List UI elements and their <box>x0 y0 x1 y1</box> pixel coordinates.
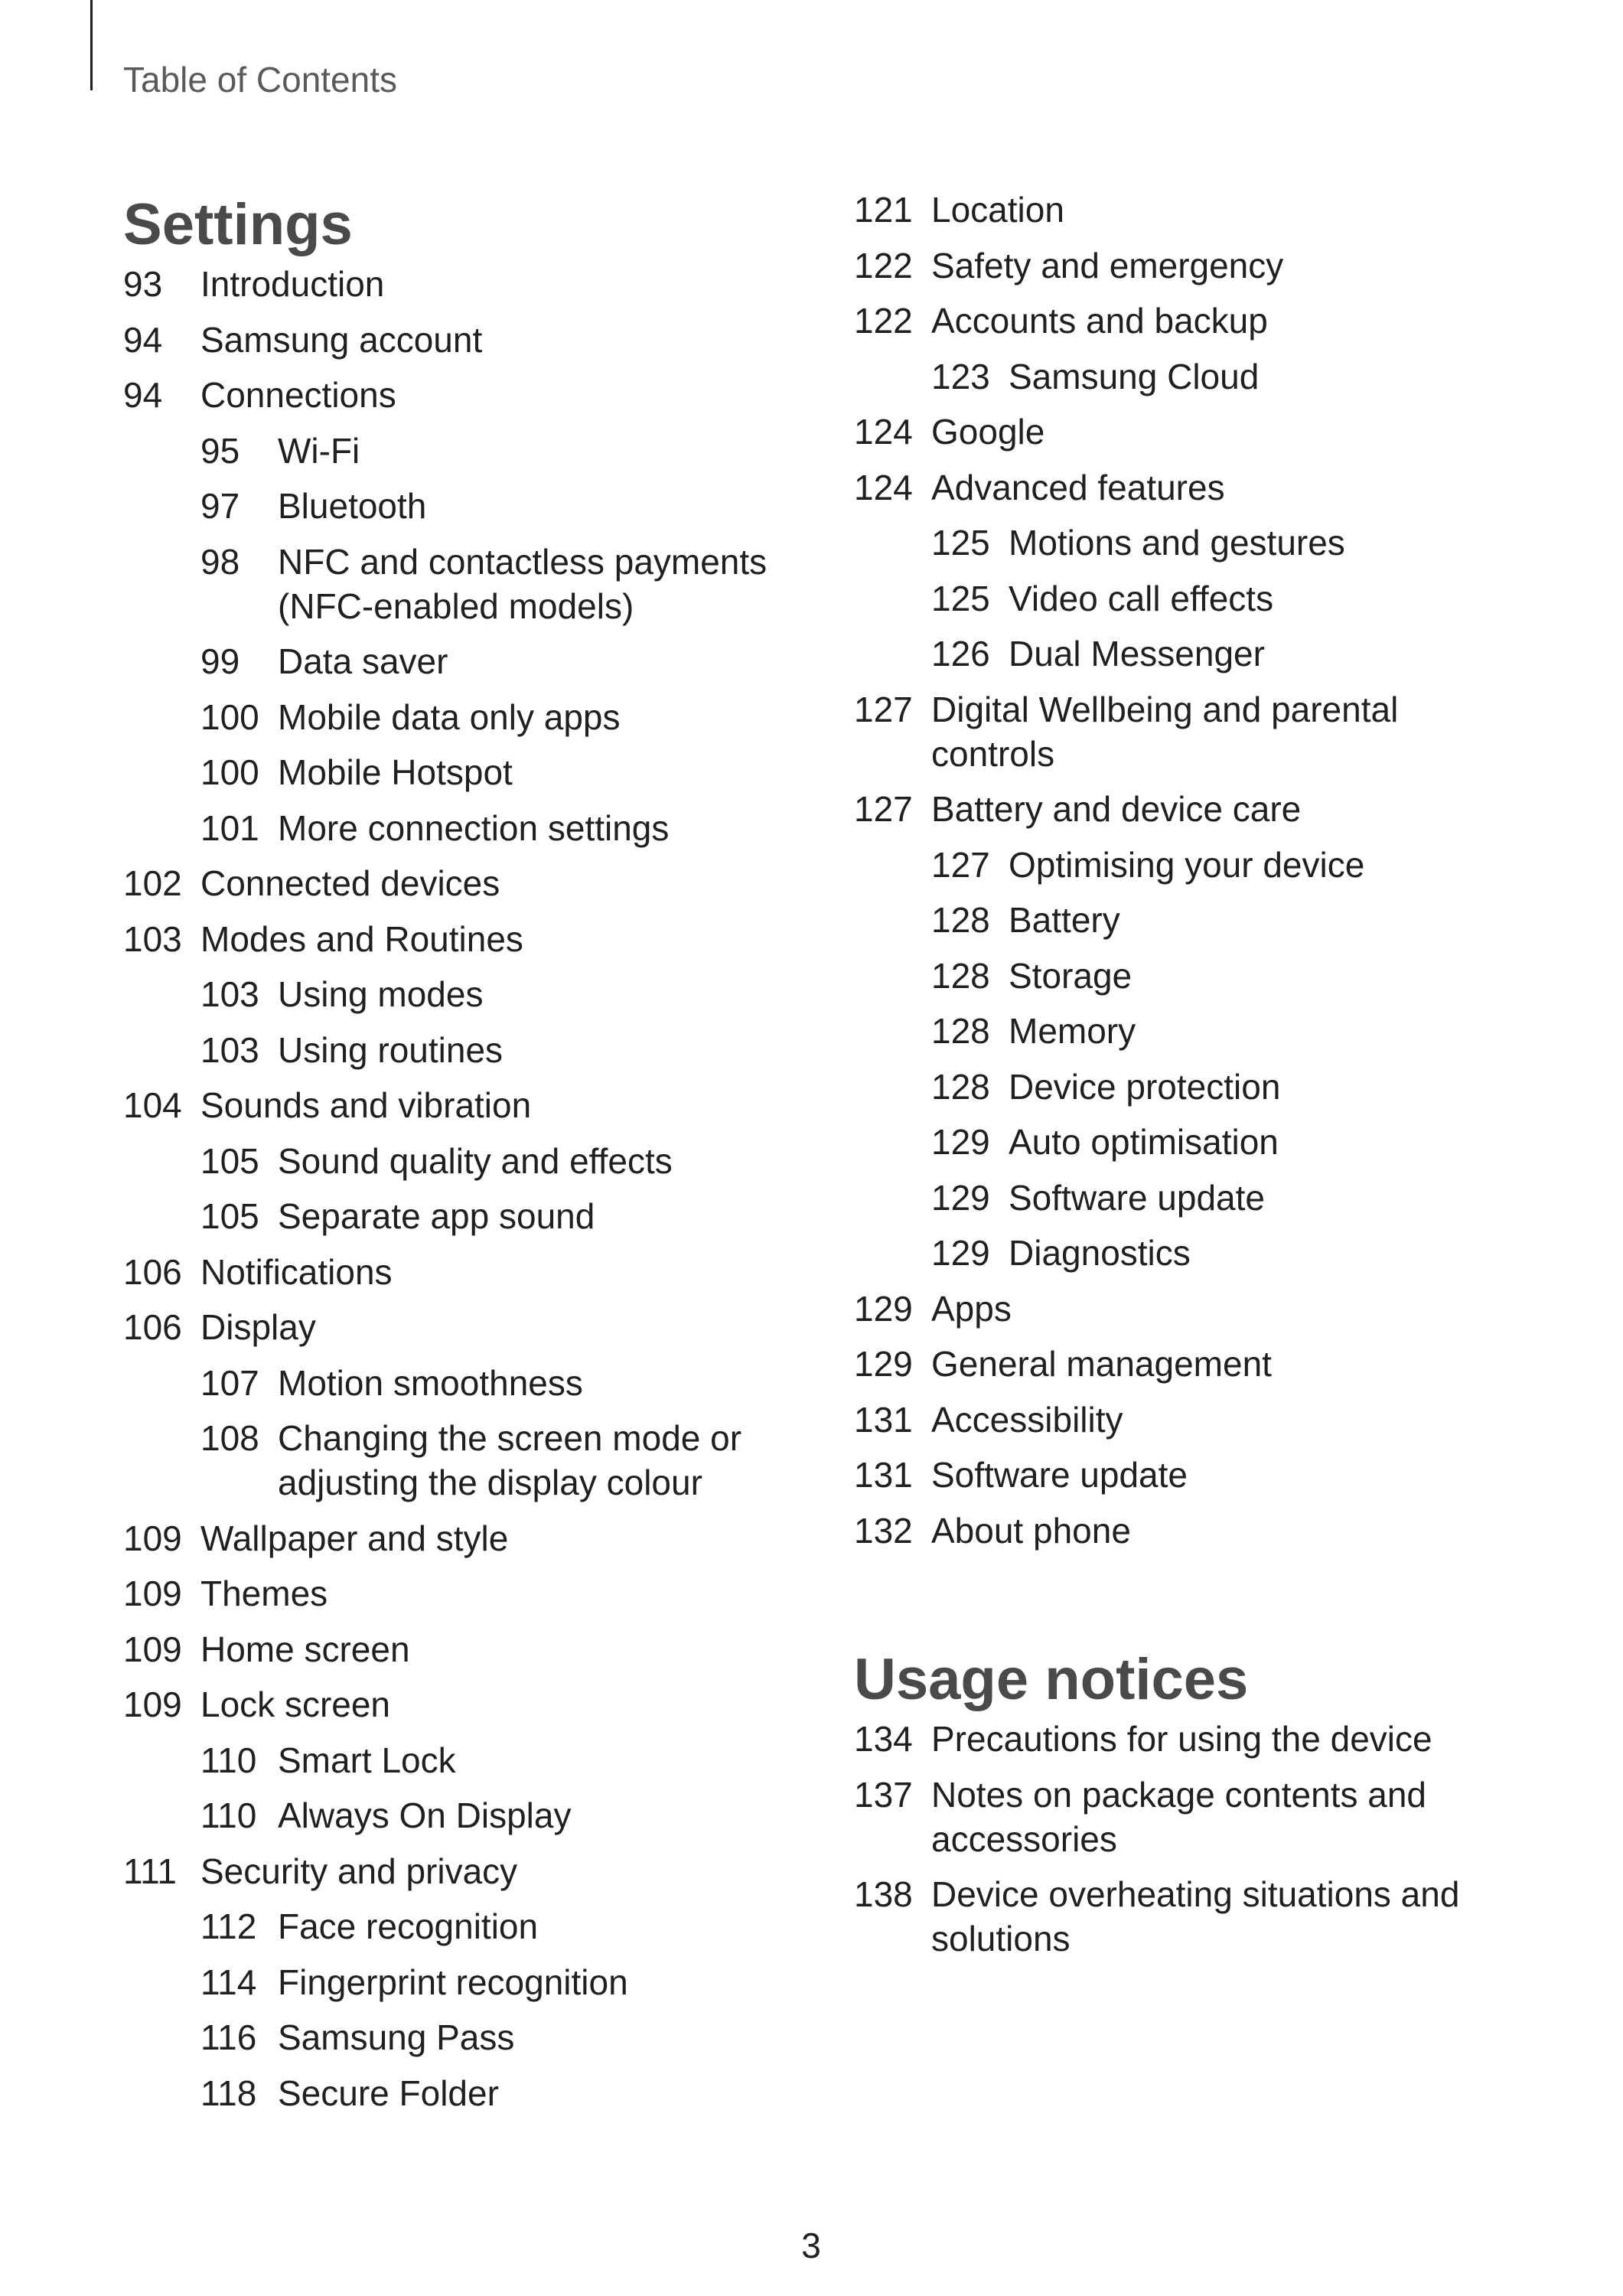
toc-entry-title: Samsung Pass <box>278 2017 515 2057</box>
toc-entry[interactable] <box>123 1305 812 1349</box>
toc-entry-title: Optimising your device <box>1009 844 1365 885</box>
toc-entry-title: Using modes <box>278 974 484 1014</box>
toc-column-left <box>123 190 812 2126</box>
toc-entry[interactable] <box>854 520 1527 565</box>
toc-page-number: 131 <box>854 1455 913 1495</box>
toc-entry[interactable] <box>123 1738 812 1782</box>
toc-entry-title: NFC and contactless payments (NFC-enabled models) <box>278 541 768 626</box>
toc-entry-title: Battery and device care <box>931 789 1302 829</box>
toc-entry[interactable] <box>123 917 812 961</box>
section-spacer <box>854 1564 1527 1645</box>
toc-entry-title: Wi-Fi <box>278 430 360 471</box>
toc-entry[interactable] <box>854 787 1527 831</box>
toc-entry-title: Advanced features <box>931 467 1225 507</box>
toc-entry[interactable] <box>854 1176 1527 1220</box>
toc-entry[interactable] <box>854 1287 1527 1331</box>
toc-entry[interactable] <box>854 576 1527 621</box>
toc-entry-title: Motion smoothness <box>278 1362 583 1403</box>
toc-entry[interactable] <box>854 1231 1527 1275</box>
toc-page-number: 106 <box>123 1307 182 1347</box>
toc-entry[interactable] <box>854 465 1527 510</box>
toc-entry-title: Storage <box>1009 955 1133 996</box>
toc-page-number: 124 <box>854 467 913 507</box>
toc-page-number: 105 <box>200 1196 259 1236</box>
toc-entry[interactable] <box>123 1416 812 1505</box>
toc-entry[interactable] <box>123 1960 812 2004</box>
toc-entry[interactable] <box>123 262 812 306</box>
toc-entry[interactable] <box>854 1120 1527 1164</box>
toc-entry[interactable] <box>123 1904 812 1949</box>
toc-entry[interactable] <box>123 540 812 628</box>
toc-entry[interactable] <box>854 954 1527 998</box>
toc-page-number: 128 <box>931 1011 990 1051</box>
toc-entry-title: Fingerprint recognition <box>278 1962 628 2002</box>
toc-page-number: 112 <box>200 1906 257 1946</box>
toc-page-number: 126 <box>931 634 990 673</box>
toc-entry-title: Introduction <box>200 264 385 304</box>
toc-entry[interactable] <box>854 1342 1527 1386</box>
toc-entry-title: More connection settings <box>278 807 670 848</box>
toc-page-number: 110 <box>200 1740 257 1780</box>
toc-entry-title: Device protection <box>1009 1066 1281 1107</box>
toc-entry-title: Themes <box>200 1574 328 1613</box>
section-title-settings: Settings <box>123 192 353 257</box>
toc-entry[interactable] <box>854 188 1527 232</box>
toc-entry-title: Samsung Cloud <box>1009 356 1260 396</box>
toc-page-number: 128 <box>931 1066 990 1107</box>
toc-entry-title: Connections <box>200 375 396 415</box>
toc-page-number: 129 <box>931 1233 990 1273</box>
toc-page-number: 101 <box>200 807 259 848</box>
toc-page-number: 118 <box>200 2073 257 2113</box>
toc-entry[interactable] <box>123 1571 812 1616</box>
section-title-usage-notices: Usage notices <box>854 1647 1249 1712</box>
toc-page-number: 129 <box>854 1288 913 1329</box>
toc-page-number: 134 <box>854 1719 913 1759</box>
toc-entry[interactable] <box>123 373 812 417</box>
toc-page-number: 110 <box>200 1795 257 1835</box>
toc-entry-title: Mobile data only apps <box>278 696 621 737</box>
toc-entry[interactable] <box>854 687 1527 776</box>
toc-page-number: 114 <box>200 1962 257 2002</box>
toc-entry[interactable] <box>854 1397 1527 1442</box>
toc-entry-title: Modes and Routines <box>200 918 523 959</box>
toc-entry[interactable] <box>123 2071 812 2115</box>
toc-entry-title: Diagnostics <box>1009 1233 1191 1273</box>
toc-page-number: 122 <box>854 245 913 285</box>
toc-entry-title: Wallpaper and style <box>200 1518 509 1558</box>
toc-page-number: 125 <box>931 578 990 618</box>
toc-page-number: 109 <box>123 1574 182 1613</box>
toc-entry[interactable] <box>123 1083 812 1127</box>
toc-entry[interactable] <box>123 806 812 850</box>
toc-page-number: 123 <box>931 356 990 396</box>
toc-entry[interactable] <box>123 1028 812 1072</box>
toc-entry[interactable] <box>123 1250 812 1294</box>
toc-entry-title: Accounts and backup <box>931 301 1268 341</box>
toc-entry-title: Auto optimisation <box>1009 1122 1279 1162</box>
toc-entry-title: Changing the screen mode or adjusting the display colour <box>278 1418 742 1502</box>
toc-page-number: 129 <box>854 1344 913 1384</box>
toc-page-number: 127 <box>854 789 913 829</box>
toc-entry-title: Face recognition <box>278 1906 539 1946</box>
toc-page-number: 103 <box>200 974 259 1014</box>
toc-entry[interactable] <box>854 898 1527 942</box>
toc-entry-title: Software update <box>1009 1177 1266 1218</box>
toc-entry[interactable] <box>854 1717 1527 1761</box>
toc-entry-title: Battery <box>1009 900 1120 940</box>
toc-entry[interactable] <box>123 318 812 362</box>
toc-entry-title: Motions and gestures <box>1009 523 1345 563</box>
toc-entry[interactable] <box>123 1627 812 1671</box>
toc-page-number: 97 <box>200 486 240 526</box>
toc-page-number: 127 <box>854 689 913 729</box>
toc-page-number: 105 <box>200 1140 259 1181</box>
toc-entry-title: Using routines <box>278 1029 504 1070</box>
toc-entry[interactable] <box>854 1009 1527 1053</box>
toc-entry-title: Accessibility <box>931 1399 1123 1440</box>
toc-entry-title: Location <box>931 190 1064 230</box>
toc-page-number: 138 <box>854 1874 913 1914</box>
toc-page-number: 94 <box>123 319 163 360</box>
toc-page-number: 137 <box>854 1774 913 1815</box>
toc-page-number: 129 <box>931 1177 990 1218</box>
toc-entry-title: Dual Messenger <box>1009 634 1265 673</box>
header-label: Table of Contents <box>123 60 398 99</box>
toc-page-number: 125 <box>931 523 990 563</box>
toc-entry[interactable] <box>854 1773 1527 1861</box>
toc-entry-title: Home screen <box>200 1629 410 1669</box>
toc-page-number: 108 <box>200 1418 259 1458</box>
toc-entry[interactable] <box>123 972 812 1016</box>
toc-entry-title: Notifications <box>200 1251 393 1292</box>
toc-entry[interactable] <box>854 1453 1527 1497</box>
toc-entry-title: Samsung account <box>200 319 483 360</box>
toc-page-number: 111 <box>123 1851 177 1891</box>
toc-entry[interactable] <box>854 243 1527 288</box>
toc-page-number: 102 <box>123 863 182 903</box>
toc-page-number: 129 <box>931 1122 990 1162</box>
toc-entry[interactable] <box>123 1194 812 1238</box>
toc-page-number: 128 <box>931 900 990 940</box>
toc-page-number: 109 <box>123 1518 182 1558</box>
header-rule <box>90 0 93 90</box>
toc-entry[interactable] <box>854 1872 1527 1961</box>
toc-page-number: 109 <box>123 1684 182 1724</box>
toc-entry[interactable] <box>123 1361 812 1405</box>
toc-page-number: 131 <box>854 1399 913 1440</box>
toc-page-number: 121 <box>854 190 913 230</box>
toc-page-number: 95 <box>200 430 240 471</box>
toc-page-number: 104 <box>123 1085 182 1125</box>
toc-entry[interactable] <box>123 1793 812 1838</box>
toc-page-number: 122 <box>854 301 913 341</box>
toc-page-number: 99 <box>200 641 240 681</box>
toc-page-number: 109 <box>123 1629 182 1669</box>
toc-entry-title: Google <box>931 412 1045 452</box>
toc-entry-title: Digital Wellbeing and parental controls <box>931 689 1399 774</box>
toc-page-number: 100 <box>200 752 259 792</box>
toc-entry-title: Always On Display <box>278 1795 572 1835</box>
toc-page-number: 94 <box>123 375 163 415</box>
toc-page-number: 132 <box>854 1510 913 1551</box>
page-number: 3 <box>801 2226 821 2265</box>
toc-entry-title: Lock screen <box>200 1684 391 1724</box>
toc-page-number: 116 <box>200 2017 257 2057</box>
toc-page-number: 93 <box>123 264 163 304</box>
toc-entry-title: Device overheating situations and solutions <box>931 1874 1460 1958</box>
toc-entry-title: Separate app sound <box>278 1196 595 1236</box>
toc-page-number: 127 <box>931 844 990 885</box>
toc-page-number: 128 <box>931 955 990 996</box>
toc-entry-title: Sounds and vibration <box>200 1085 532 1125</box>
toc-column-right <box>854 188 1527 1972</box>
toc-page-number: 107 <box>200 1362 259 1403</box>
toc-entry-title: Safety and emergency <box>931 245 1284 285</box>
toc-page-number: 106 <box>123 1251 182 1292</box>
toc-entry[interactable] <box>123 1682 812 1727</box>
toc-entry[interactable] <box>854 631 1527 676</box>
toc-entry-title: Software update <box>931 1455 1188 1495</box>
toc-entry-title: Connected devices <box>200 863 500 903</box>
toc-page-number: 98 <box>200 541 240 582</box>
toc-entry-title: Apps <box>931 1288 1012 1329</box>
toc-entry[interactable] <box>123 484 812 528</box>
toc-page-number: 100 <box>200 696 259 737</box>
toc-entry-title: Security and privacy <box>200 1851 518 1891</box>
toc-entry[interactable] <box>123 1849 812 1893</box>
toc-entry[interactable] <box>123 1139 812 1183</box>
toc-entry-title: Precautions for using the device <box>931 1719 1432 1759</box>
toc-entry[interactable] <box>854 354 1527 399</box>
toc-entry-title: General management <box>931 1344 1272 1384</box>
toc-entry[interactable] <box>123 639 812 683</box>
toc-entry-title: About phone <box>931 1510 1131 1551</box>
toc-entry-title: Mobile Hotspot <box>278 752 513 792</box>
toc-entry-title: Sound quality and effects <box>278 1140 673 1181</box>
toc-page-number: 103 <box>200 1029 259 1070</box>
toc-entry[interactable] <box>123 429 812 473</box>
toc-entry-title: Secure Folder <box>278 2073 499 2113</box>
toc-page-number: 103 <box>123 918 182 959</box>
toc-entry[interactable] <box>123 1516 812 1561</box>
toc-entry[interactable] <box>854 298 1527 343</box>
toc-page-number: 124 <box>854 412 913 452</box>
toc-entry-title: Data saver <box>278 641 448 681</box>
toc-entry-title: Display <box>200 1307 316 1347</box>
toc-entry[interactable] <box>854 409 1527 454</box>
toc-entry-title: Memory <box>1009 1011 1136 1051</box>
toc-entry[interactable] <box>123 2015 812 2060</box>
toc-entry[interactable] <box>854 843 1527 887</box>
toc-entry[interactable] <box>854 1065 1527 1109</box>
toc-entry-title: Smart Lock <box>278 1740 456 1780</box>
toc-entry[interactable] <box>123 695 812 739</box>
toc-entry-title: Bluetooth <box>278 486 427 526</box>
toc-entry[interactable] <box>123 861 812 905</box>
toc-entry[interactable] <box>123 750 812 794</box>
toc-entry[interactable] <box>854 1508 1527 1553</box>
toc-entry-title: Notes on package contents and accessories <box>931 1774 1427 1859</box>
toc-entry-title: Video call effects <box>1009 578 1274 618</box>
